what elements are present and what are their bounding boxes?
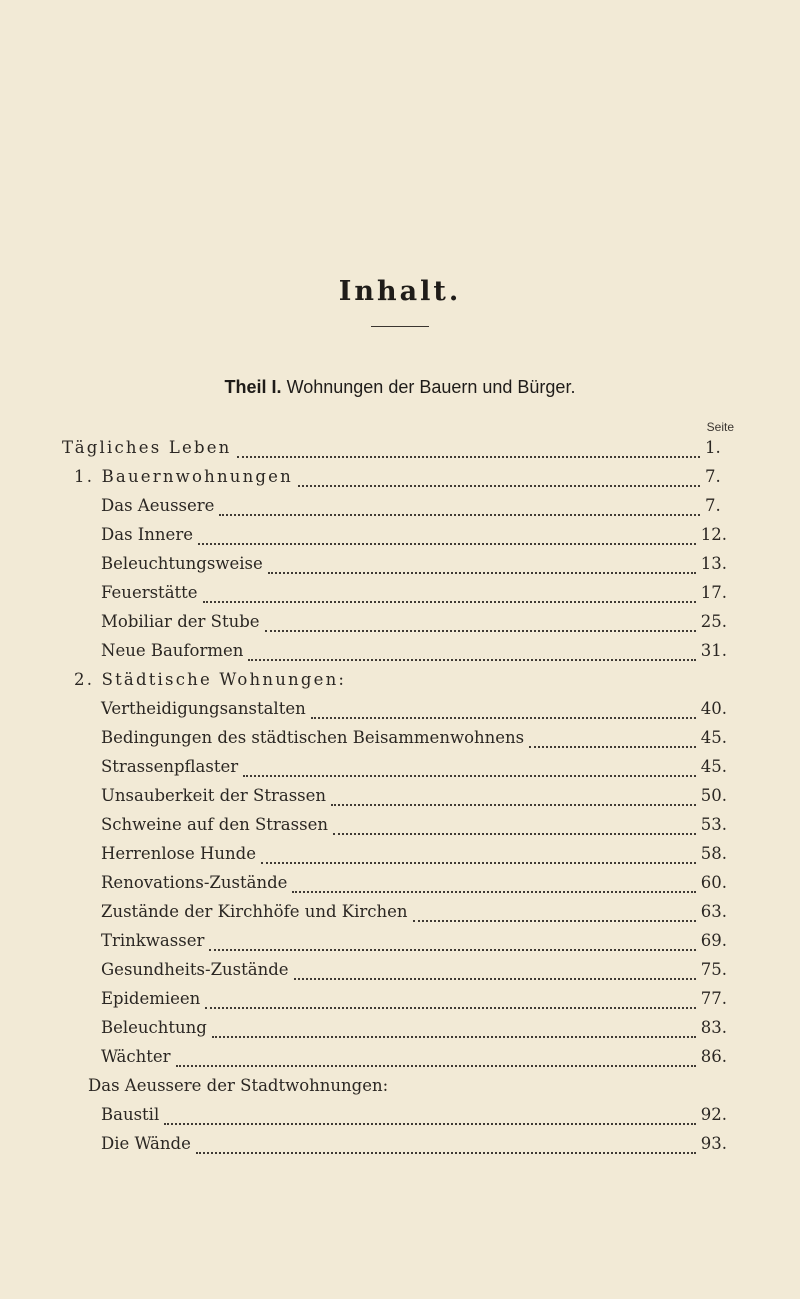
leader-dots [176,1065,696,1067]
toc-entry-page: 1. [705,438,721,457]
toc-entry-label: Beleuchtungsweise [101,554,263,573]
toc-entry-label: Zustände der Kirchhöfe und Kirchen [101,902,408,921]
toc-entry [101,1134,727,1160]
leader-dots [209,949,695,951]
leader-dots [298,485,700,487]
toc-entry-label: Vertheidigungsanstalten [101,699,306,718]
toc-entry-label: Feuerstätte [101,583,198,602]
toc-entry-label: Unsauberkeit der Strassen [101,786,327,805]
toc-entry [101,902,727,928]
toc-entry-page: 63. [700,902,727,921]
toc-entry-label: Bedingungen des städtischen Beisammenwohnens [101,728,525,747]
toc-entry-page: 17. [700,583,727,602]
toc-entry-label: Mobiliar der Stube [101,612,260,631]
toc-entry [101,1047,727,1073]
part-heading [0,377,800,398]
toc-entry [101,757,727,783]
toc-entry-page: 45. [700,757,727,776]
toc-entry-label: Wächter [101,1047,171,1066]
toc-entry-label: Renovations-Zustände [101,873,288,892]
toc-entry-label: Schweine auf den Strassen [101,815,328,834]
leader-dots [294,978,696,980]
toc-entry-page: 40. [700,699,727,718]
toc-entry [101,612,727,638]
toc-section-heading [74,670,727,696]
toc-entry-page: 31. [700,641,727,660]
toc-entry-page: 93. [700,1134,727,1153]
leader-dots [292,891,695,893]
toc-entry [101,1018,727,1044]
toc-entry [101,960,727,986]
toc-entry-page: 75. [700,960,727,979]
leader-dots [529,746,696,748]
toc-entry-page: 7. [705,467,721,486]
part-label: Theil I. [224,377,282,397]
toc-entry [101,496,727,522]
toc-entry [101,641,727,667]
toc-section-heading [88,1076,727,1102]
toc-entry-label: Gesundheits-Zustände [101,960,289,979]
toc-entry-page: 13. [700,554,727,573]
toc-entry [101,844,727,870]
toc-entry [101,873,727,899]
leader-dots [243,775,696,777]
toc-entry [101,583,727,609]
toc-entry-page: 69. [700,931,727,950]
leader-dots [248,659,695,661]
toc-entry-label: Baustil [101,1105,160,1124]
toc-entry-label: Tägliches Leben [62,438,232,457]
toc-entry [101,989,727,1015]
toc-entry-page: 12. [700,525,727,544]
leader-dots [196,1152,696,1154]
leader-dots [237,456,700,458]
part-name: Wohnungen der Bauern und Bürger. [286,377,576,397]
page-column-label: Seite [706,420,734,434]
toc-entry [101,786,727,812]
leader-dots [331,804,696,806]
toc-entry [101,1105,727,1131]
leader-dots [164,1123,696,1125]
toc-entry-label: Epidemieen [101,989,201,1008]
toc-entry-page: 86. [700,1047,727,1066]
toc-entry-label: Das Aeussere [101,496,215,515]
leader-dots [261,862,696,864]
toc-entry-label: Neue Bauformen [101,641,244,660]
toc-entry [101,525,727,551]
toc-entry [101,931,727,957]
toc-entry-page: 53. [700,815,727,834]
toc-entry-page: 25. [700,612,727,631]
leader-dots [212,1036,696,1038]
title-divider [371,326,429,327]
toc-entry [101,699,727,725]
page-title: Inhalt. [338,276,462,307]
leader-dots [265,630,696,632]
toc-entry-label: Beleuchtung [101,1018,207,1037]
leader-dots [198,543,696,545]
toc-entry-page: 45. [700,728,727,747]
toc-entry-page: 60. [700,873,727,892]
toc-entry-label: 2. Städtische Wohnungen: [74,670,347,689]
toc-entry [101,815,727,841]
toc-entry [101,728,727,754]
toc-entry-page: 7. [705,496,721,515]
leader-dots [219,514,700,516]
toc-entry-page: 92. [700,1105,727,1124]
toc-entry-page: 50. [700,786,727,805]
leader-dots [268,572,696,574]
toc-entry-page: 58. [700,844,727,863]
toc-entry-label: 1. Bauernwohnungen [74,467,293,486]
leader-dots [333,833,696,835]
leader-dots [413,920,696,922]
toc-entry-page: 77. [700,989,727,1008]
leader-dots [203,601,696,603]
toc-entry-label: Trinkwasser [101,931,205,950]
toc-entry-label: Strassenpflaster [101,757,239,776]
toc-entry-page: 83. [700,1018,727,1037]
leader-dots [205,1007,695,1009]
toc-entry [101,554,727,580]
toc-entry-label: Herrenlose Hunde [101,844,256,863]
toc-entry [74,467,727,493]
leader-dots [311,717,696,719]
toc-entry [62,438,727,464]
toc-entry-label: Die Wände [101,1134,191,1153]
toc-entry-label: Das Innere [101,525,193,544]
toc-entry-label: Das Aeussere der Stadtwohnungen: [88,1076,389,1095]
